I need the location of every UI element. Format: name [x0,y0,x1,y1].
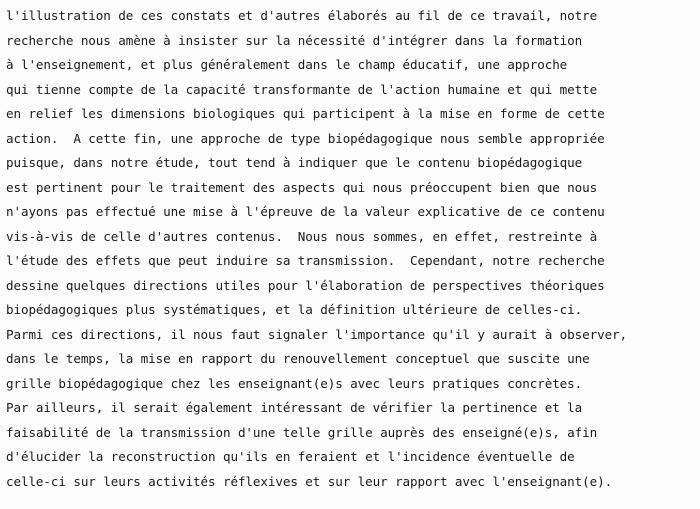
text-line-2: recherche nous amène à insister sur la nécessité d'intégrer dans la formation [6,32,583,48]
text-line-11: l'étude des effets que peut induire sa transmission. Cependant, notre recherche [6,253,605,268]
text-line-18: faisabilité de la transmission d'une telle grille auprès des enseigné(e)s, afin [6,424,598,440]
text-line-3: à l'enseignement, et plus généralement dans le champ éducatif, une approche [6,57,568,72]
body-paragraph [6,4,696,494]
text-line-5: en relief les dimensions biologiques qui participent à la mise en forme de cette [6,106,605,121]
text-line-10: vis-à-vis de celle d'autres contenus. Nous nous sommes, en effet, restreinte à [6,228,598,244]
text-line-4: qui tienne compte de la capacité transformante de l'action humaine et qui mette [6,81,598,97]
text-line-17: Par ailleurs, il serait également intéressant de vérifier la pertinence et la [6,400,583,415]
text-line-6: action. A cette fin, une approche de type biopédagogique nous semble appropriée [6,130,605,146]
text-line-9: n'ayons pas effectué une mise à l'épreuve de la valeur explicative de ce contenu [6,204,605,219]
text-line-20: celle-ci sur leurs activités réflexives et sur leur rapport avec l'enseignant(e). [6,473,613,489]
text-line-12: dessine quelques directions utiles pour l'élaboration de perspectives théoriques [6,277,605,293]
text-line-7: puisque, dans notre étude, tout tend à indiquer que le contenu biopédagogique [6,155,583,170]
text-line-15: dans le temps, la mise en rapport du renouvellement conceptuel que suscite une [6,351,590,366]
text-line-8: est pertinent pour le traitement des aspects qui nous préoccupent bien que nous [6,179,598,195]
text-line-14: Parmi ces directions, il nous faut signaler l'importance qu'il y aurait à observer, [6,326,628,342]
text-line-19: d'élucider la reconstruction qu'ils en feraient et l'incidence éventuelle de [6,449,575,464]
text-line-1: l'illustration de ces constats et d'autres élaborés au fil de ce travail, notre [6,8,598,23]
text-line-16: grille biopédagogique chez les enseignant(e)s avec leurs pratiques concrètes. [6,375,583,391]
text-line-13: biopédagogiques plus systématiques, et la définition ultérieure de celles-ci. [6,302,583,317]
